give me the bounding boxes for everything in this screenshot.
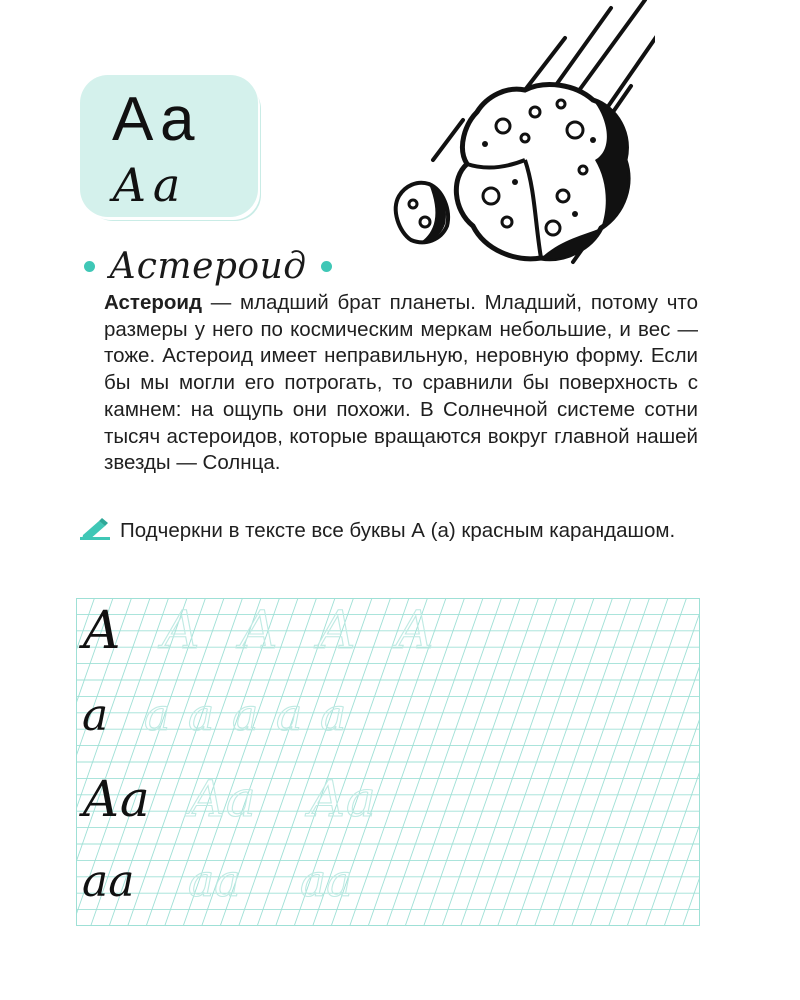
task-text: Подчеркни в тексте все буквы А (а) красным карандашом. <box>120 519 676 542</box>
copybook-trace-letter[interactable]: А <box>317 601 357 661</box>
copybook-trace-letter[interactable]: А <box>395 601 435 661</box>
copybook-trace-letter[interactable]: а <box>320 690 347 741</box>
copybook-trace-letter[interactable]: А <box>239 601 279 661</box>
word-script: Астероид <box>109 245 307 287</box>
word-heading <box>84 236 332 296</box>
letter-print: Аа <box>112 85 201 154</box>
asteroid-illustration <box>385 0 655 275</box>
bullet-dot-left <box>84 261 95 272</box>
reading-paragraph <box>104 290 698 477</box>
copybook-sample-3: Аа <box>82 770 150 828</box>
copybook-trace-letter[interactable]: аа <box>188 856 241 907</box>
task-instruction <box>80 516 698 546</box>
copybook-sample-1: А <box>82 601 122 661</box>
copybook-trace-letter[interactable]: а <box>188 690 215 741</box>
copybook-trace-letter[interactable]: аа <box>300 856 353 907</box>
copybook-trace-letter[interactable]: а <box>232 690 259 741</box>
copybook-sample-2: а <box>82 690 109 741</box>
copybook-trace-letter[interactable]: а <box>144 690 171 741</box>
copybook-trace-letter[interactable]: Аа <box>188 770 256 828</box>
bold-term: Астероид <box>104 291 203 314</box>
pencil-icon <box>80 518 110 540</box>
copybook-grid <box>76 598 700 926</box>
bullet-dot-right <box>321 261 332 272</box>
copybook-trace-letter[interactable]: а <box>276 690 303 741</box>
copybook-trace-letter[interactable]: Аа <box>308 770 376 828</box>
copybook-sample-4: аа <box>82 856 135 907</box>
paragraph-body: — младший брат планеты. Младший, потому что размеры у него по космическим меркам небольшие, и вес — тоже. Астероид имеет неправильную, неровную форму. Если бы мы могли его потрогать, то сравнили бы поверхность с камнем: на ощупь они похожи. В Солнечной системе сотни тысяч астероидов, которые вращаются вокруг главной нашей звезды — Солнца. <box>104 291 698 475</box>
letter-script: Аа <box>112 158 187 212</box>
copybook-trace-letter[interactable]: А <box>161 601 201 661</box>
